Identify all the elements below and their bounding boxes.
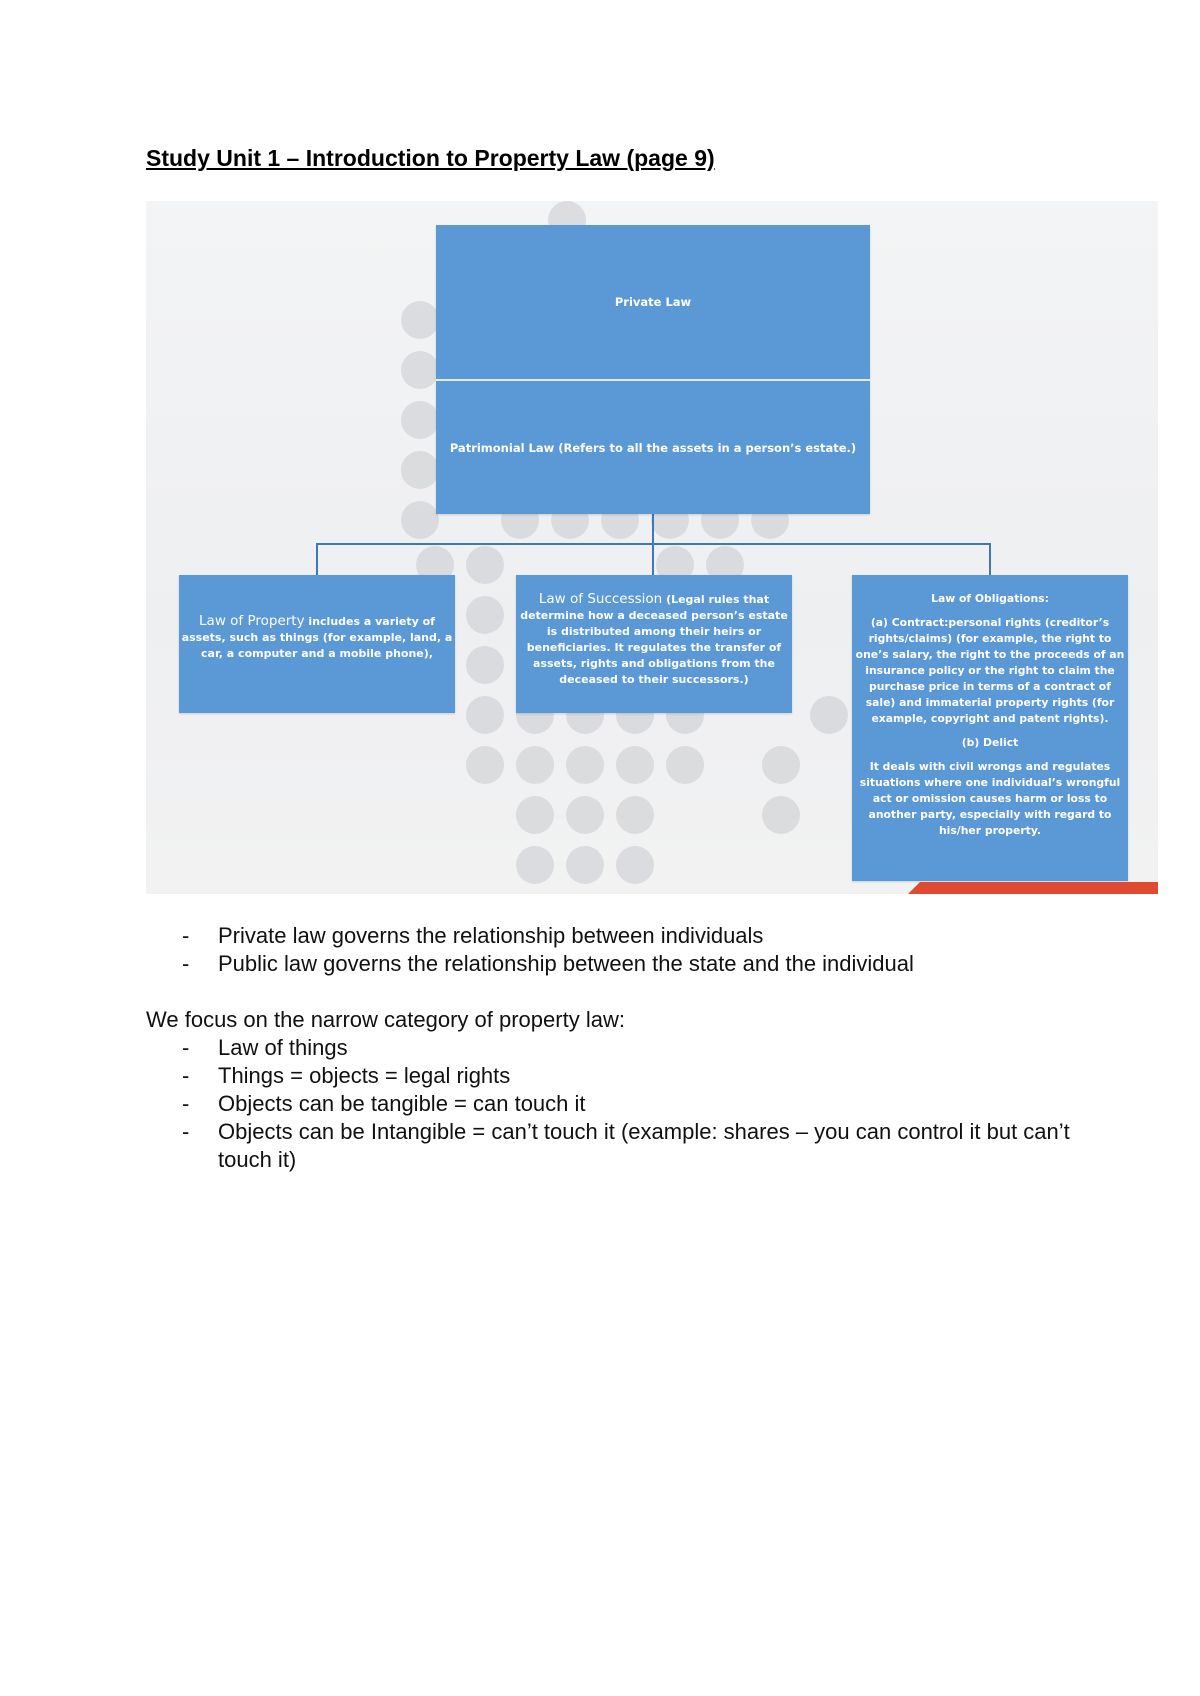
bullet-dash: - bbox=[182, 1119, 190, 1144]
diagram-image bbox=[146, 201, 1158, 894]
bullet-dash: - bbox=[182, 1091, 190, 1116]
connector-right bbox=[989, 543, 991, 575]
bullet-list-law-types bbox=[146, 922, 914, 978]
page-title: Study Unit 1 – Introduction to Property Law (page 9) bbox=[146, 145, 715, 171]
law-of-obligations-box bbox=[852, 575, 1128, 881]
contract-text: (a) Contract:personal rights (creditor’s rights/claims) (for example, the right to one’s salary, the right to the proceeds of an insurance policy or the right to claim the purchase price in terms of a contract of sale) and immaterial property rights (for example, copyright and patent rights). bbox=[855, 616, 1125, 725]
list-item: - Things = objects = legal rights bbox=[182, 1063, 511, 1088]
list-item: - Law of things bbox=[182, 1035, 348, 1060]
connector-center bbox=[652, 543, 654, 575]
law-of-property-box bbox=[179, 575, 455, 713]
bullet-list-property-law bbox=[146, 1034, 1076, 1174]
obligations-heading: Law of Obligations: bbox=[931, 592, 1049, 605]
private-law-box: Private Law bbox=[436, 225, 870, 379]
delict-text: It deals with civil wrongs and regulates situations where one individual’s wrongful act or omission causes harm or loss to another party, especially with regard to his/her property. bbox=[859, 760, 1121, 837]
accent-bar bbox=[908, 882, 1158, 894]
list-item: - Public law governs the relationship between the state and the individual bbox=[182, 951, 914, 976]
bullet-dash: - bbox=[182, 951, 190, 976]
succession-lead: Law of Succession bbox=[538, 591, 663, 607]
bullet-dash: - bbox=[182, 923, 190, 948]
patrimonial-law-box: Patrimonial Law (Refers to all the assets in a person’s estate.) bbox=[436, 381, 870, 514]
bullet-dash: - bbox=[182, 1035, 190, 1060]
law-of-succession-box bbox=[516, 575, 792, 713]
list-item: - Objects can be Intangible = can’t touch it (example: shares – you can control it but can’t touch it) bbox=[182, 1119, 1070, 1172]
bullet-dash: - bbox=[182, 1063, 190, 1088]
intro-text: We focus on the narrow category of property law: bbox=[146, 1007, 625, 1032]
connector-stem bbox=[652, 514, 654, 544]
connector-left bbox=[316, 543, 318, 575]
list-item: - Private law governs the relationship between individuals bbox=[182, 923, 764, 948]
property-text: includes a variety of assets, such as things (for example, land, a car, a computer and a mobile phone), bbox=[181, 615, 453, 660]
succession-text: (Legal rules that determine how a deceased person’s estate is distributed among their heirs or beneficiaries. It regulates the transfer of assets, rights and obligations from the deceased to their successors.) bbox=[520, 593, 788, 686]
delict-heading: (b) Delict bbox=[961, 736, 1019, 749]
property-lead: Law of Property bbox=[199, 613, 305, 629]
list-item: - Objects can be tangible = can touch it bbox=[182, 1091, 586, 1116]
